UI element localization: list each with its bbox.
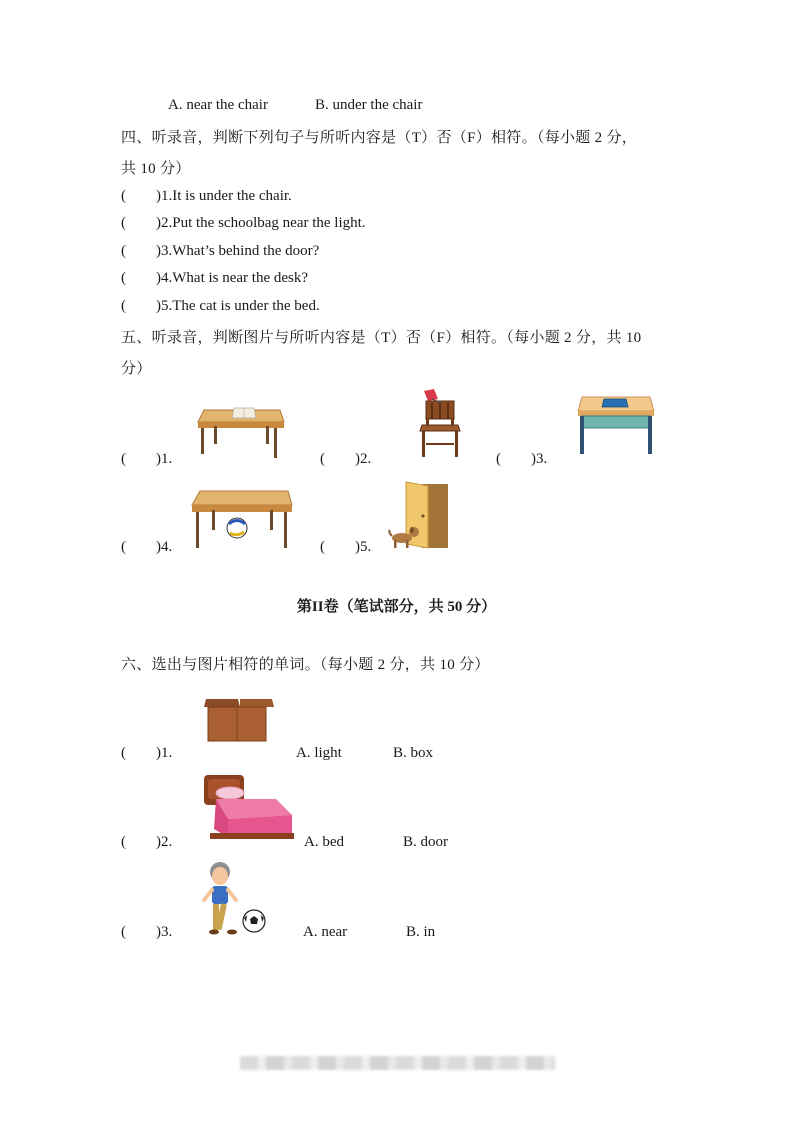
chair-with-lamp-icon bbox=[418, 389, 464, 459]
prev-option-b: B. under the chair bbox=[315, 97, 423, 113]
bed-icon bbox=[202, 773, 294, 845]
sentence: What is near the desk? bbox=[172, 270, 309, 286]
section4-item-1 bbox=[121, 188, 292, 205]
section5-label-5: ( )5. bbox=[320, 539, 372, 555]
section5-title-line1: 五、听录音，判断图片与所听内容是（T）否（F）相符。（每小题 2 分，共 10 bbox=[121, 330, 642, 346]
sentence: What’s behind the door? bbox=[172, 243, 320, 259]
section6-item-2-blank: ( )2. bbox=[121, 834, 173, 850]
section6-item-2-option-b: B. door bbox=[403, 834, 448, 850]
section4-title-line2: 共 10 分） bbox=[121, 161, 191, 177]
desk-with-ball-icon bbox=[190, 487, 294, 551]
section5-label-4: ( )4. bbox=[121, 539, 173, 555]
section6-item-2-option-a: A. bed bbox=[304, 834, 344, 850]
answer-blank: ( )3. bbox=[121, 243, 173, 259]
section4-title-line1: 四、听录音，判断下列句子与所听内容是（T）否（F）相符。（每小题 2 分， bbox=[121, 130, 638, 146]
answer-blank: ( )5. bbox=[121, 298, 173, 314]
box-icon bbox=[204, 697, 274, 743]
section4-item-3 bbox=[121, 243, 319, 260]
section6-item-3-blank: ( )3. bbox=[121, 924, 173, 940]
section5-label-3: ( )3. bbox=[496, 451, 548, 467]
part2-title: 第II卷（笔试部分，共 50 分） bbox=[296, 599, 497, 615]
answer-blank: ( )4. bbox=[121, 270, 173, 286]
sentence: It is under the chair. bbox=[172, 188, 292, 204]
desk-with-book-icon bbox=[196, 404, 286, 460]
section4-item-5 bbox=[121, 298, 320, 315]
section5-label-2: ( )2. bbox=[320, 451, 372, 467]
sentence: The cat is under the bed. bbox=[172, 298, 320, 314]
section6-item-1-blank: ( )1. bbox=[121, 745, 173, 761]
section6-item-1-option-a: A. light bbox=[296, 745, 342, 761]
answer-blank: ( )1. bbox=[121, 188, 173, 204]
section5-label-1: ( )1. bbox=[121, 451, 173, 467]
blue-desk-with-book-icon bbox=[576, 393, 656, 455]
answer-blank: ( )2. bbox=[121, 215, 173, 231]
dog-and-door-icon bbox=[388, 480, 452, 552]
blurred-footer-watermark bbox=[240, 1056, 555, 1070]
section6-title: 六、选出与图片相符的单词。（每小题 2 分，共 10 分） bbox=[121, 657, 490, 673]
section4-item-4 bbox=[121, 270, 308, 287]
boy-with-ball-icon bbox=[202, 860, 272, 938]
section5-title-line2: 分） bbox=[121, 361, 152, 377]
section6-item-1-option-b: B. box bbox=[393, 745, 434, 761]
section6-item-3-option-b: B. in bbox=[406, 924, 436, 940]
sentence: Put the schoolbag near the light. bbox=[172, 215, 366, 231]
prev-option-a: A. near the chair bbox=[168, 97, 268, 113]
section4-item-2 bbox=[121, 215, 366, 232]
section6-item-3-option-a: A. near bbox=[303, 924, 348, 940]
